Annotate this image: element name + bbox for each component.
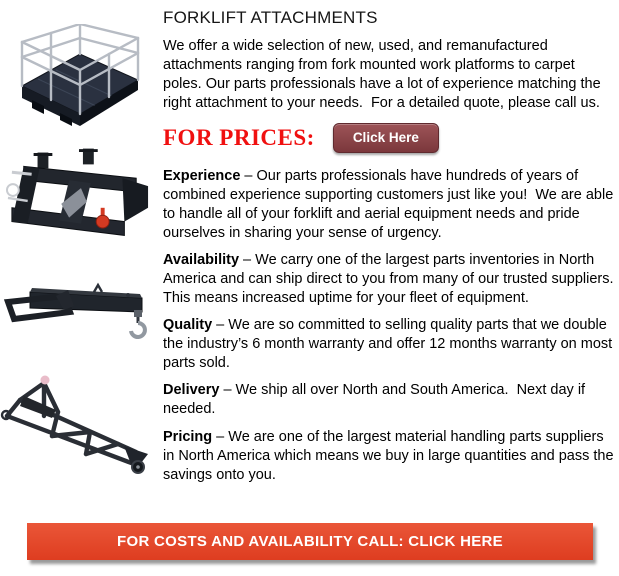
availability-term: Availability [163, 252, 240, 268]
experience-paragraph [163, 167, 618, 243]
experience-text: – Our parts professionals have hundreds of years of combined experience supporting customers just like you! We are able to handle all of your forklift and aerial equipment needs and pride ourselves in sharing your sense of urgency. [163, 168, 618, 241]
quality-term: Quality [163, 317, 213, 333]
delivery-text: – We ship all over North and South America. Next day if needed. [163, 382, 590, 417]
main-content [163, 8, 618, 485]
availability-paragraph [163, 251, 618, 308]
jib-boom-attachment-image [2, 268, 155, 344]
pricing-text: – We are one of the largest material handling parts suppliers in North America which means we buy in large quantities and pass the savings onto you. [163, 429, 618, 483]
quality-text: – We are so committed to selling quality parts that we double the industry’s 6 month warranty and offer 12 months warranty on most parts sold. [163, 317, 617, 371]
for-prices-label: FOR PRICES: [163, 125, 315, 150]
intro-paragraph: We offer a wide selection of new, used, and remanufactured attachments ranging from fork mounted work platforms to carpet poles. Our parts professionals have a lot of experience matching the right attachment to your needs. For a detailed quote, please call us. [163, 38, 605, 111]
for-prices-row [163, 123, 615, 153]
availability-text: – We carry one of the largest parts inventories in North America and can ship direct to you from many of our trusted suppliers. This means increased uptime for your fleet of equipment. [163, 252, 618, 306]
fork-frame-attachment-image [4, 146, 152, 240]
work-platform-image [8, 24, 148, 134]
delivery-paragraph [163, 381, 615, 419]
bottom-cta-banner[interactable]: FOR COSTS AND AVAILABILITY CALL: CLICK HERE [27, 523, 593, 560]
quality-paragraph [163, 316, 615, 373]
truss-boom-attachment-image [0, 366, 155, 478]
pricing-paragraph [163, 428, 618, 485]
pricing-term: Pricing [163, 429, 213, 445]
delivery-term: Delivery [163, 382, 220, 398]
page-title: FORKLIFT ATTACHMENTS [163, 8, 378, 27]
click-here-button[interactable]: Click Here [333, 123, 439, 153]
experience-term: Experience [163, 168, 241, 184]
